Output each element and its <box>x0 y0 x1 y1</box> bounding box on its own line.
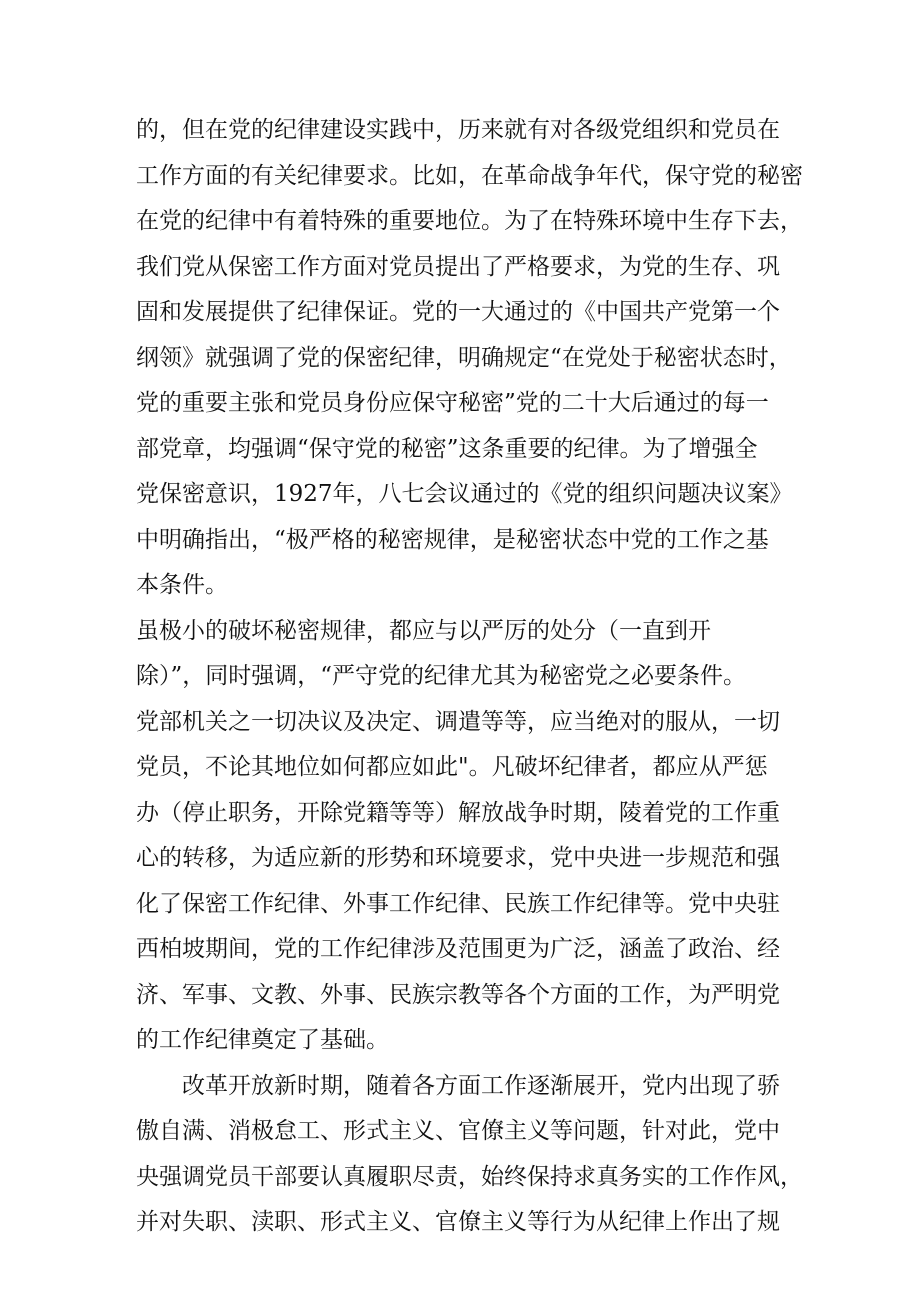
text-line: 党部机关之一切决议及决定、调遣等等，应当绝对的服从，一切 <box>136 708 780 735</box>
text-line: 除）”，同时强调，“严守党的纪律尤其为秘密党之必要条件。 <box>136 663 747 689</box>
text-line: 济、军事、文教、外事、民族宗教等各个方面的工作，为严明党 <box>136 981 780 1008</box>
text-line: 虽极小的破坏秘密规律，都应与以严厉的处分（一直到开 <box>136 617 711 644</box>
document-body <box>136 108 803 1246</box>
text-line: 西柏坡期间，党的工作纪律涉及范围更为广泛，涵盖了政治、经 <box>136 936 780 962</box>
text-line: 党员，不论其地位如何都应如此"。凡破坏纪律者，都应从严惩 <box>136 754 768 780</box>
text-line: 办（停止职务，开除党籍等等）解放战争时期，陵着党的工作重 <box>136 799 780 826</box>
text-line: 的，但在党的纪律建设实践中，历来就有对各级党组织和党员在 <box>136 117 780 143</box>
paragraph-first-line: 改革开放新时期，随着各方面工作逐渐展开，党内出现了骄 <box>182 1072 780 1099</box>
text-line: 党的重要主张和党员身份应保守秘密”党的二十大后通过的每一 <box>136 390 769 416</box>
text-line: 傲自满、消极怠工、形式主义、官僚主义等问题，针对此，党中 <box>136 1118 780 1144</box>
text-line: 本条件。 <box>136 572 228 598</box>
text-line: 工作方面的有关纪律要求。比如，在革命战争年代，保守党的秘密 <box>136 162 803 189</box>
text-line: 党保密意识，1927年，八七会议通过的《党的组织问题决议案》 <box>136 481 793 507</box>
text-line: 央强调党员干部要认真履职尽责，始终保持求真务实的工作作风， <box>136 1163 803 1190</box>
text-line: 化了保密工作纪律、外事工作纪律、民族工作纪律等。党中央驻 <box>136 890 780 917</box>
text-line: 的工作纪律奠定了基础。 <box>136 1027 389 1053</box>
text-line: 心的转移，为适应新的形势和环境要求，党中央进一步规范和强 <box>136 845 780 871</box>
text-line: 固和发展提供了纪律保证。党的一大通过的《中国共产党第一个 <box>136 299 780 325</box>
text-line: 中明确指出，“极严格的秘密规律，是秘密状态中党的工作之基 <box>136 526 769 553</box>
text-line: 部党章，均强调“保守党的秘密”这条重要的纪律。为了增强全 <box>136 435 758 462</box>
text-line: 纲领》就强调了党的保密纪律，明确规定“在党处于秘密状态时， <box>136 344 792 371</box>
text-line: 我们党从保密工作方面对党员提出了严格要求，为党的生存、巩 <box>136 253 780 280</box>
text-line: 并对失职、渎职、形式主义、官僚主义等行为从纪律上作出了规 <box>136 1209 780 1235</box>
text-line: 在党的纪律中有着特殊的重要地位。为了在特殊环境中生存下去， <box>136 208 803 234</box>
